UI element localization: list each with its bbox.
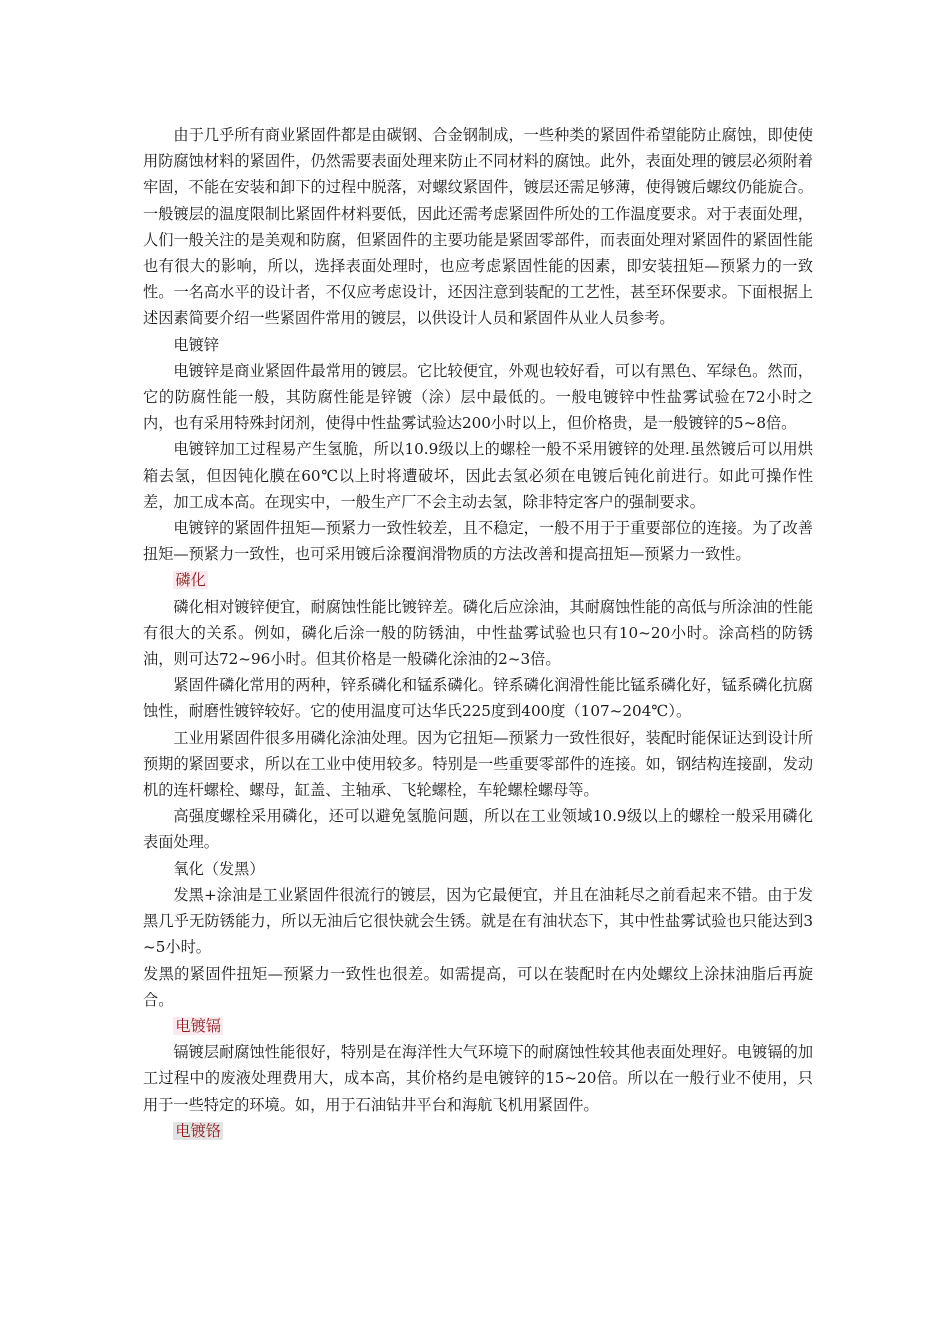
oxidation-paragraph-1: 发黑+涂油是工业紧固件很流行的镀层，因为它最便宜，并且在油耗尽之前看起来不错。由于发黑几乎无防锈能力，所以无油后它很快就会生锈。就是在有油状态下，其中性盐雾试验也只能达到3~5小时。 [143,885,813,957]
section-heading-phosphating: 磷化 [175,571,206,590]
electro-zinc-paragraph-3: 电镀锌的紧固件扭矩—预紧力一致性较差，且不稳定，一般不用于于重要部位的连接。为了改善扭矩—预紧力一致性，也可采用镀后涂覆润滑物质的方法改善和提高扭矩—预紧力一致性。 [143,519,813,564]
intro-paragraph: 由于几乎所有商业紧固件都是由碳钢、合金钢制成，一些种类的紧固件希望能防止腐蚀，即使使用防腐蚀材料的紧固件，仍然需要表面处理来防止不同材料的腐蚀。此外，表面处理的镀层必须附着牢固，不能在安装和卸下的过程中脱落，对螺纹紧固件，镀层还需足够薄，使得镀后螺纹仍能旋合。一般镀层的温度限制比紧固件材料要低，因此还需考虑紧固件所处的工作温度要求。对于表面处理，人们一般关注的是美观和防腐，但紧固件的主要功能是紧固零部件，而表面处理对紧固件的紧固性能也有很大的影响，所以，选择表面处理时，也应考虑紧固性能的因素，即安装扭矩—预紧力的一致性。一名高水平的设计者，不仅应考虑设计，还因注意到装配的工艺性，甚至环保要求。下面根据上述因素简要介绍一些紧固件常用的镀层，以供设计人员和紧固件从业人员参考。 [143,126,813,328]
oxidation-paragraph-2: 发黑的紧固件扭矩—预紧力一致性也很差。如需提高，可以在装配时在内处螺纹上涂抹油脂后再旋合。 [143,964,813,1009]
section-heading-electro-cadmium: 电镀镉 [175,1016,221,1035]
electro-zinc-paragraph-1: 电镀锌是商业紧固件最常用的镀层。它比较便宜，外观也较好看，可以有黑色、军绿色。然而，它的防腐性能一般，其防腐性能是锌镀（涂）层中最低的。一般电镀锌中性盐雾试验在72小时之内，也有采用特殊封闭剂，使得中性盐雾试验达200小时以上，但价格贵，是一般镀锌的5~8倍。 [143,361,813,433]
section-heading-electro-zinc: 电镀锌 [173,335,219,354]
phosphating-paragraph-2: 紧固件磷化常用的两种，锌系磷化和锰系磷化。锌系磷化润滑性能比锰系磷化好，锰系磷化抗腐蚀性，耐磨性镀锌较好。它的使用温度可达华氏225度到400度（107~204℃）。 [143,676,813,721]
electro-cadmium-paragraph-1: 镉镀层耐腐蚀性能很好，特别是在海洋性大气环境下的耐腐蚀性较其他表面处理好。电镀镉的加工过程中的废液处理费用大，成本高，其价格约是电镀锌的15~20倍。所以在一般行业不使用，只用于一些特定的环境。如，用于石油钻井平台和海航飞机用紧固件。 [143,1043,813,1114]
phosphating-paragraph-1: 磷化相对镀锌便宜，耐腐蚀性能比镀锌差。磷化后应涂油，其耐腐蚀性能的高低与所涂油的性能有很大的关系。例如，磷化后涂一般的防锈油，中性盐雾试验也只有10~20小时。涂高档的防锈油，则可达72~96小时。但其价格是一般磷化涂油的2~3倍。 [143,597,813,669]
phosphating-paragraph-4: 高强度螺栓采用磷化，还可以避免氢脆问题，所以在工业领域10.9级以上的螺栓一般采用磷化表面处理。 [143,807,813,852]
phosphating-paragraph-3: 工业用紧固件很多用磷化涂油处理。因为它扭矩—预紧力一致性很好，装配时能保证达到设计所预期的紧固要求，所以在工业中使用较多。特别是一些重要零部件的连接。如，钢结构连接副，发动机的连杆螺栓、螺母，缸盖、主轴承、飞轮螺栓，车轮螺栓螺母等。 [143,728,813,800]
section-heading-oxidation: 氧化（发黑） [173,859,265,878]
document-page [143,122,813,1144]
section-heading-electro-chrome: 电镀铬 [175,1121,221,1140]
electro-zinc-paragraph-2: 电镀锌加工过程易产生氢脆，所以10.9级以上的螺栓一般不采用镀锌的处理.虽然镀后可以用烘箱去氢，但因钝化膜在60℃以上时将遭破坏，因此去氢必须在电镀后钝化前进行。如此可操作性差，加工成本高。在现实中，一般生产厂不会主动去氢，除非特定客户的强制要求。 [143,440,813,511]
